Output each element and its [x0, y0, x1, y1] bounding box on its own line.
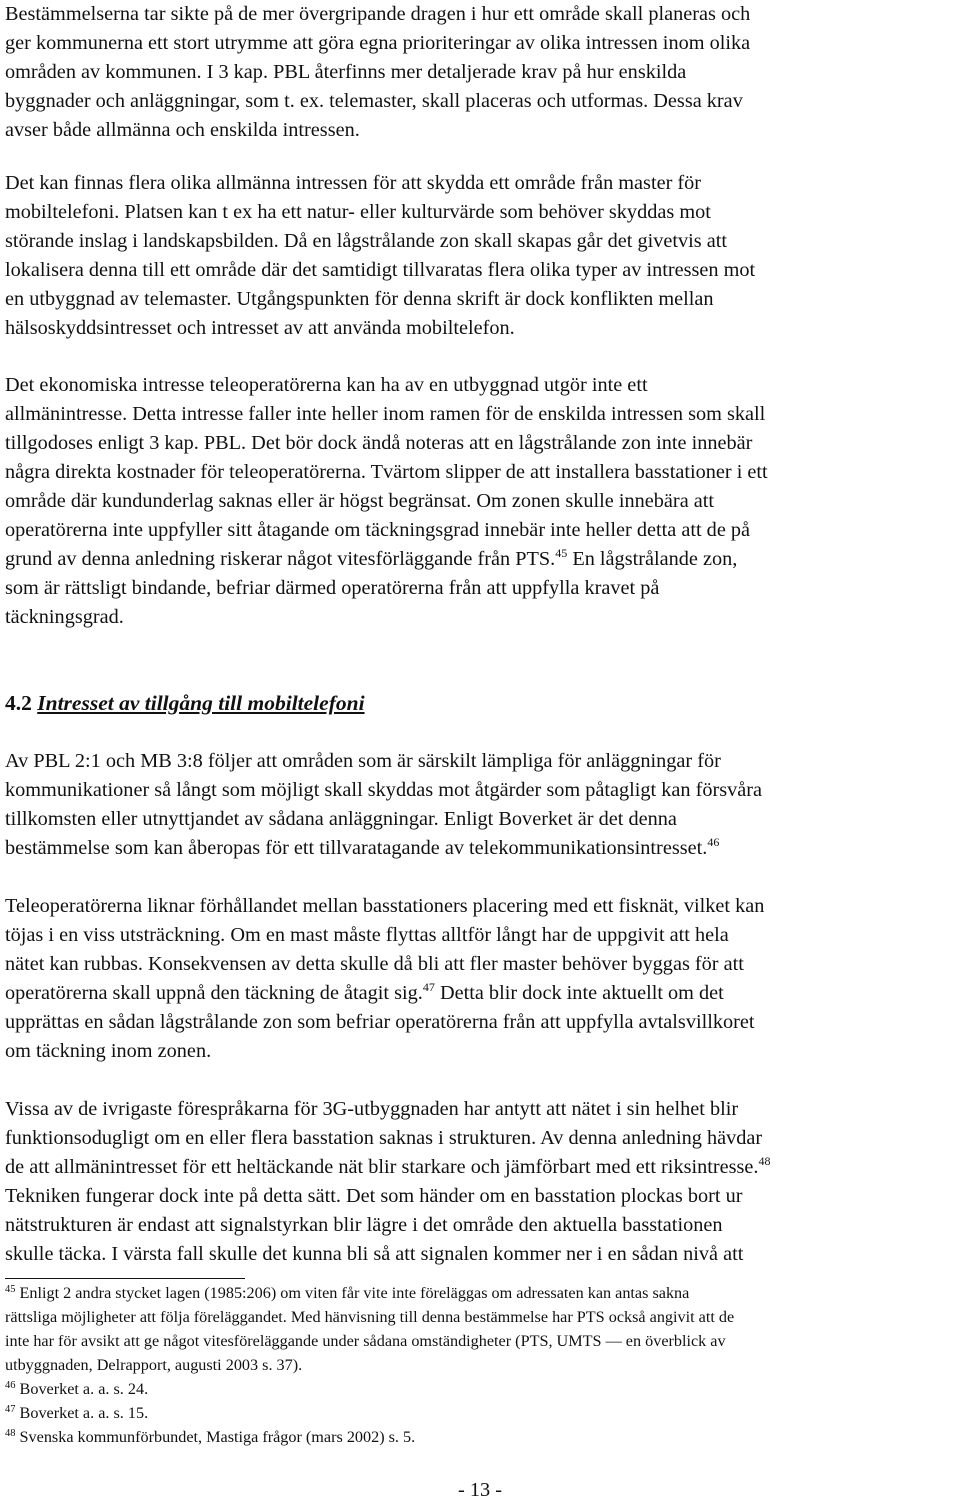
paragraph-line: hälsoskyddsintresset och intresset av att använda mobiltelefon.	[5, 317, 515, 339]
paragraph-5	[5, 892, 955, 1066]
line-text: bestämmelse som kan åberopas för ett tillvaratagande av telekommunikationsintresset.	[5, 837, 708, 859]
paragraph-line: avser både allmänna och enskilda intressen.	[5, 119, 360, 141]
paragraph-line: tillkomsten eller utnyttjandet av sådana anläggningar. Enligt Boverket är det denna	[5, 808, 677, 830]
paragraph-line	[5, 545, 955, 574]
paragraph-line: nätet kan rubbas. Konsekvensen av detta skulle då bli att fler master behöver byggas för att	[5, 953, 744, 975]
paragraph-line: område där kundunderlag saknas eller är högst begränsat. Om zonen skulle innebära att	[5, 490, 715, 512]
line-text: En lågstrålande zon,	[567, 548, 738, 570]
paragraph-line: nätstrukturen är endast att signalstyrkan blir lägre i det område den aktuella basstationen	[5, 1214, 723, 1236]
footnote-line: inte har för avsikt att ge något vitesföreläggande under sådana omständigheter (PTS, UMTS — en överblick av	[5, 1332, 726, 1350]
footnote-line	[5, 1281, 955, 1305]
paragraph-line: Bestämmelserna tar sikte på de mer övergripande dragen i hur ett område skall planeras och	[5, 3, 751, 25]
paragraph-line: Vissa av de ivrigaste förespråkarna för 3G-utbyggnaden har antytt att nätet i sin helhet blir	[5, 1098, 739, 1120]
paragraph-line: några direkta kostnader för teleoperatörerna. Tvärtom slipper de att installera basstationer i ett	[5, 461, 768, 483]
footnote-48	[5, 1425, 955, 1449]
section-heading	[5, 688, 365, 718]
paragraph-line: skulle täcka. I värsta fall skulle det kunna bli så att signalen kommer ner i en sådan nivå att	[5, 1243, 744, 1265]
footnote-line	[5, 1377, 955, 1401]
paragraph-line: störande inslag i landskapsbilden. Då en lågstrålande zon skall skapas går det givetvis att	[5, 230, 728, 252]
paragraph-line: en utbyggnad av telemaster. Utgångspunkten för denna skrift är dock konflikten mellan	[5, 288, 714, 310]
line-text: Svenska kommunförbundet, Mastiga frågor (mars 2002) s. 5.	[19, 1428, 416, 1446]
paragraph-line: mobiltelefoni. Platsen kan t ex ha ett natur- eller kulturvärde som behöver skyddas mot	[5, 201, 711, 223]
paragraph-line: Av PBL 2:1 och MB 3:8 följer att områden som är särskilt lämpliga för anläggningar för	[5, 750, 721, 772]
line-text: Boverket a. a. s. 15.	[19, 1404, 149, 1422]
paragraph-line	[5, 834, 955, 863]
page-number: - 13 -	[458, 1479, 502, 1501]
footnote-47	[5, 1401, 955, 1425]
section-number: 4.2	[5, 691, 32, 715]
paragraph-3	[5, 371, 955, 632]
line-text: grund av denna anledning riskerar något vitesförläggande från PTS.	[5, 548, 556, 570]
paragraph-line: töjas i en viss utsträckning. Om en mast måste flyttas alltför långt har de uppgivit att hela	[5, 924, 729, 946]
line-text: operatörerna skall uppnå den täckning de åtagit sig.	[5, 982, 423, 1004]
line-text: Boverket a. a. s. 24.	[19, 1380, 149, 1398]
footnote-separator	[5, 1278, 245, 1279]
paragraph-line: som är rättsligt bindande, befriar därmed operatörerna från att uppfylla kravet på	[5, 577, 660, 599]
paragraph-line: täckningsgrad.	[5, 606, 124, 628]
paragraph-line: byggnader och anläggningar, som t. ex. telemaster, skall placeras och utformas. Dessa krav	[5, 90, 743, 112]
paragraph-4	[5, 747, 955, 863]
paragraph-line: operatörerna inte uppfyller sitt åtagande om täckningsgrad innebär inte heller detta att de på	[5, 519, 751, 541]
footnote-45	[5, 1281, 955, 1377]
paragraph-line: tillgodoses enligt 3 kap. PBL. Det bör dock ändå noteras att en lågstrålande zon inte innebär	[5, 432, 753, 454]
paragraph-line: upprättas en sådan lågstrålande zon som befriar operatörerna från att uppfylla avtalsvillkoret	[5, 1011, 755, 1033]
paragraph-line: kommunikationer så långt som möjligt skall skyddas mot åtgärder som påtagligt kan försvåra	[5, 779, 763, 801]
paragraph-2	[5, 169, 955, 343]
paragraph-line: Tekniken fungerar dock inte på detta sätt. Det som händer om en basstation plockas bort ur	[5, 1185, 743, 1207]
paragraph-line: allmänintresse. Detta intresse faller inte heller inom ramen för de enskilda intressen som skall	[5, 403, 766, 425]
footnote-ref-46[interactable]: 46	[707, 835, 720, 849]
paragraph-line: Det kan finnas flera olika allmänna intressen för att skydda ett område från master för	[5, 172, 702, 194]
footnote-number: 46	[5, 1380, 16, 1391]
paragraph-1	[5, 0, 955, 145]
footnote-number: 47	[5, 1404, 16, 1415]
footnote-ref-48[interactable]: 48	[758, 1154, 771, 1168]
footnote-line	[5, 1401, 955, 1425]
paragraph-line: lokalisera denna till ett område där det samtidigt tillvaratas flera olika typer av intressen mot	[5, 259, 756, 281]
paragraph-line: funktionsodugligt om en eller flera basstation saknas i strukturen. Av denna anledning hävdar	[5, 1127, 763, 1149]
footnote-line: rättsliga möjligheter att följa föreläggandet. Med hänvisning till denna bestämmelse har PTS också angivit att de	[5, 1308, 735, 1326]
footnote-line: utbyggnaden, Delrapport, augusti 2003 s. 37).	[5, 1356, 303, 1374]
paragraph-line: Teleoperatörerna liknar förhållandet mellan basstationers placering med ett fisknät, vilket kan	[5, 895, 765, 917]
line-text: Enligt 2 andra stycket lagen (1985:206) om viten får vite inte föreläggas om adressaten kan antas sakna	[19, 1284, 690, 1302]
paragraph-line	[5, 979, 955, 1008]
paragraph-line: ger kommunerna ett stort utrymme att göra egna prioriteringar av olika intressen inom olika	[5, 32, 751, 54]
line-text: Detta blir dock inte aktuellt om det	[434, 982, 724, 1004]
footnote-ref-45[interactable]: 45	[555, 546, 568, 560]
footnote-46	[5, 1377, 955, 1401]
section-title: Intresset av tillgång till mobiltelefoni	[37, 691, 365, 715]
paragraph-line: om täckning inom zonen.	[5, 1040, 212, 1062]
paragraph-6	[5, 1095, 955, 1269]
footnote-number: 45	[5, 1284, 16, 1295]
paragraph-line	[5, 1153, 955, 1182]
paragraph-line: områden av kommunen. I 3 kap. PBL återfinns mer detaljerade krav på hur enskilda	[5, 61, 687, 83]
footnote-ref-47[interactable]: 47	[422, 980, 435, 994]
line-text: de att allmänintresset för ett heltäckande nät blir starkare och jämförbart med ett riksintresse.	[5, 1156, 759, 1178]
footnote-number: 48	[5, 1428, 16, 1439]
footnote-line	[5, 1425, 955, 1449]
paragraph-line: Det ekonomiska intresse teleoperatörerna kan ha av en utbyggnad utgör inte ett	[5, 374, 648, 396]
